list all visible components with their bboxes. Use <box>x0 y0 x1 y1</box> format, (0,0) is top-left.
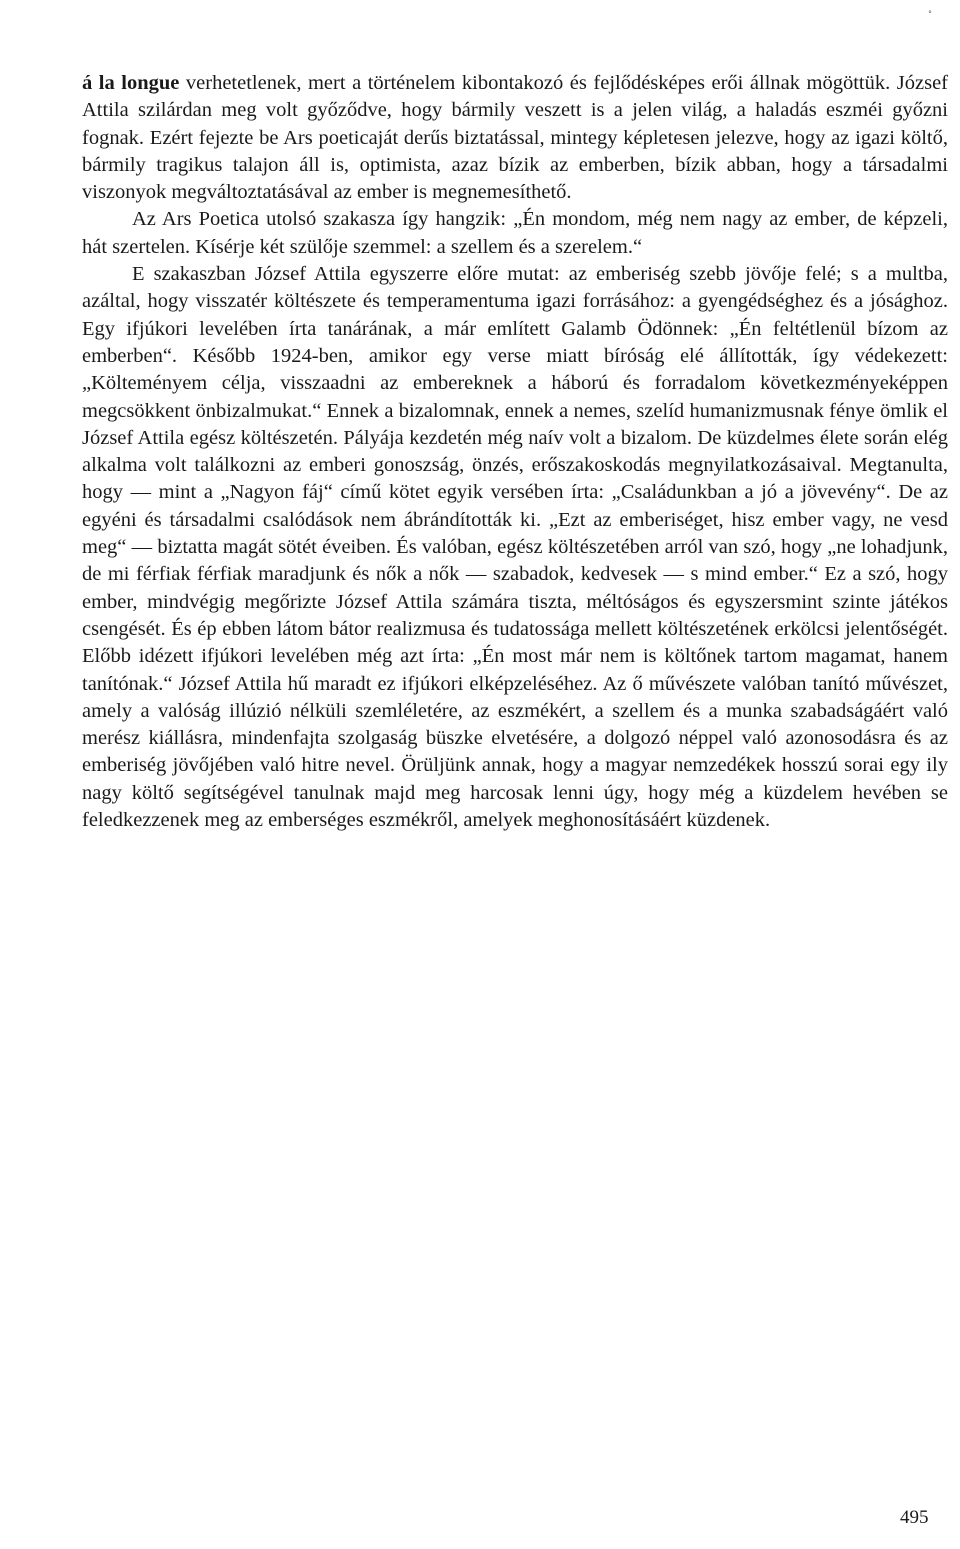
corner-mark: ˚ <box>928 8 932 22</box>
paragraph-quote: Az Ars Poetica utolsó szakasza így hangzik: „Én mondom, még nem nagy az ember, de képzeli, hát szertelen. Kísérje két szülője szemmel: a szellem és a szerelem.“ <box>82 208 948 258</box>
lead-phrase: á la longue <box>82 72 180 94</box>
paragraph-main: E szakaszban József Attila egyszerre előre mutat: az emberiség szebb jövője felé; s a multba, azáltal, hogy visszatér költészete és temperamentuma igazi forrásához: a gyengédséghez és a jósághoz. Egy ifjúkori levelében írta tanárának, a már említett Galamb Ödönnek: „Én feltétlenül bízom az emberben“. Később 1924-ben, amikor egy verse miatt bíróság elé állították, így védekezett: „Költeményem célja, visszaadni az embereknek a háború és forradalom következményeképpen megcsökkent önbizalmukat.“ Ennek a bizalomnak, ennek a nemes, szelíd humanizmusnak fénye ömlik el József Attila egész költészetén. Pályája kezdetén még naív volt a bizalom. De küzdelmes élete során elég alkalma volt találkozni az emberi gonoszság, önzés, erőszakoskodás megnyilatkozásaival. Megtanulta, hogy — mint a „Nagyon fáj“ című kötet egyik versében írta: „Családunkban a jó a jövevény“. De az egyéni és társadalmi csalódások nem ábrándították ki. „Ezt az emberiséget, hisz ember vagy, ne vesd meg“ — biztatta magát sötét éveiben. És valóban, egész költészetében arról van szó, hogy „ne lohadjunk, de mi férfiak férfiak maradjunk és nők a nők — szabadok, kedvesek — s mind ember.“ Ez a szó, hogy ember, mindvégig megőrizte József Attila számára tiszta, méltóságos és egyszersmint szinte játékos csengését. És ép ebben látom bátor realizmusa és tudatossága mellett költészetének erkölcsi jelentőségét. Előbb idézett ifjúkori levelében még azt írta: „Én most már nem is költőnek tartom magamat, hanem tanítónak.“ József Attila hű maradt ez ifjúkori elképzeléséhez. Az ő művészete valóban tanító művészet, amely a valóság illúzió nélküli szemléletére, az eszmékért, a szellem és a munka szabadságáért való merész kiállásra, mindenfajta szolgaság büszke elvetésére, a dolgozó néppel való azonosodásra és az emberiség jövőjében való hitre nevel. Örüljünk annak, hogy a magyar nemzedékek hosszú sorai egy ily nagy költő segítségével tanulnak majd meg harcosak lenni úgy, hogy még a küzdelem hevében se feledkezzenek meg az emberséges eszmékről, amelyek meghonosításáért küzdenek. <box>82 263 948 832</box>
paragraph-continuation <box>82 70 948 206</box>
paragraph-text: verhetetlenek, mert a történelem kibontakozó és fejlődésképes erői állnak mögöttük. József Attila szilárdan meg volt győződve, hogy bármily veszett is a jelen világ, a haladás eszméi győzni fognak. Ezért fejezte be Ars poeticaját derűs biztatással, mintegy képletesen jelezve, hogy az igazi költő, bármily tragikus talajon áll is, optimista, azaz bízik az emberben, bízik abban, hogy a társadalmi viszonyok megváltoztatásával az ember is megnemesíthető. <box>82 72 948 204</box>
page-body <box>82 70 948 834</box>
page-number: 495 <box>900 1507 929 1528</box>
